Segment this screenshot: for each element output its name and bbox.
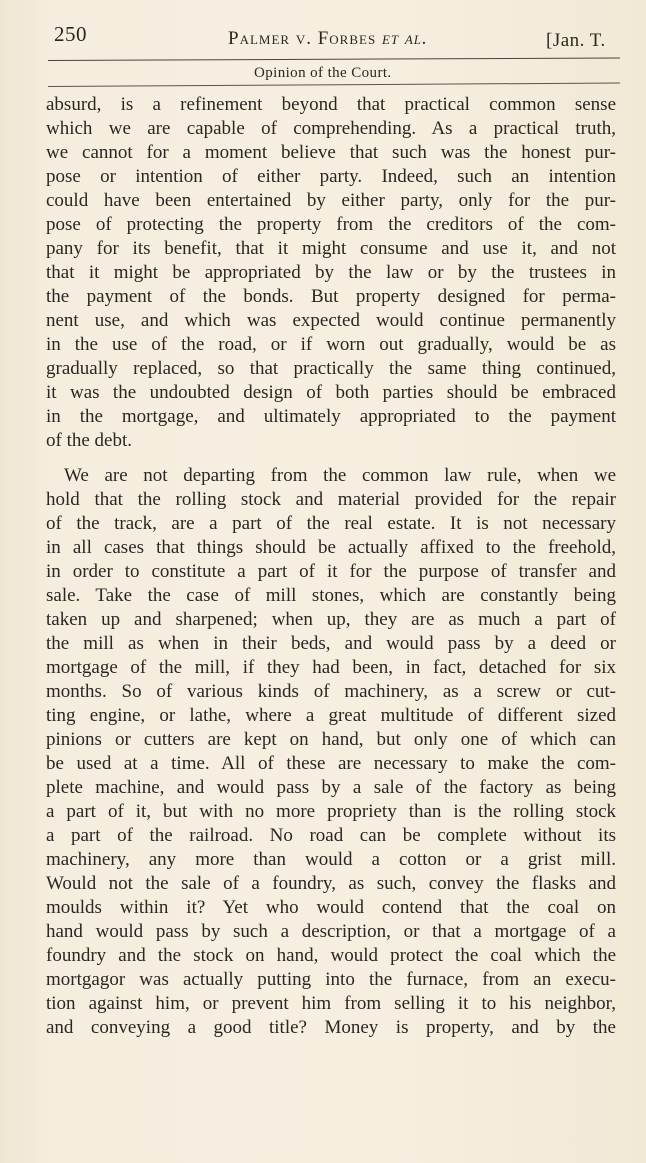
text-line: we cannot for a moment believe that such was the honest pur-: [46, 142, 616, 163]
text-line: in the mortgage, and ultimately appropriated to the payment: [46, 406, 616, 427]
text-line: and conveying a good title? Money is property, and by the: [46, 1017, 616, 1038]
text-line: of the debt.: [46, 430, 133, 451]
text-line: ting engine, or lathe, where a great multitude of different sized: [46, 705, 616, 726]
text-line: hand would pass by such a description, or that a mortgage of a: [46, 921, 616, 942]
text-line: sale. Take the case of mill stones, which are constantly being: [46, 585, 616, 606]
text-line: mortgage of the mill, if they had been, in fact, detached for six: [46, 657, 616, 678]
text-line: moulds within it? Yet who would contend that the coal on: [46, 897, 616, 918]
text-line: a part of it, but with no more propriety than is the rolling stock: [46, 801, 616, 822]
running-title-et-al: et al.: [381, 28, 428, 49]
page-header: [50, 22, 620, 52]
text-line: pany for its benefit, that it might consume and use it, and not: [46, 238, 616, 259]
text-line: of the track, are a part of the real estate. It is not necessary: [46, 513, 616, 534]
text-line: a part of the railroad. No road can be complete without its: [46, 825, 616, 846]
text-line: taken up and sharpened; when up, they are as much a part of: [46, 609, 616, 630]
text-line: hold that the rolling stock and material provided for the repair: [46, 489, 616, 510]
text-line: in all cases that things should be actually affixed to the freehold,: [46, 537, 616, 558]
text-line: the payment of the bonds. But property designed for perma-: [46, 286, 616, 307]
text-line: could have been entertained by either party, only for the pur-: [46, 190, 616, 211]
section-rule: [48, 83, 620, 87]
paragraph-1: [46, 93, 616, 453]
text-line: pose or intention of either party. Indeed, such an intention: [46, 166, 616, 187]
header-rule: [48, 58, 620, 61]
text-line: Would not the sale of a foundry, as such, convey the flasks and: [46, 873, 616, 894]
paragraph-gap: [46, 453, 616, 464]
text-line: machinery, any more than would a cotton or a grist mill.: [46, 849, 616, 870]
term-label: [Jan. T.: [546, 30, 606, 51]
text-line: months. So of various kinds of machinery, as a screw or cut-: [46, 681, 616, 702]
text-line: foundry and the stock on hand, would protect the coal which the: [46, 945, 616, 966]
text-line: tion against him, or prevent him from selling it to his neighbor,: [46, 993, 616, 1014]
text-line: pose of protecting the property from the creditors of the com-: [46, 214, 616, 235]
text-line: nent use, and which was expected would continue permanently: [46, 310, 616, 331]
paragraph-2: [46, 464, 616, 1040]
text-line: in the use of the road, or if worn out gradually, would be as: [46, 334, 616, 355]
text-line: mortgagor was actually putting into the furnace, from an execu-: [46, 969, 616, 990]
text-line: pinions or cutters are kept on hand, but only one of which can: [46, 729, 616, 750]
running-title: [228, 28, 428, 50]
text-line: it was the undoubted design of both parties should be embraced: [46, 382, 616, 403]
section-label: Opinion of the Court.: [254, 65, 392, 81]
text-line: absurd, is a refinement beyond that practical common sense: [46, 94, 616, 115]
text-line: gradually replaced, so that practically the same thing continued,: [46, 358, 616, 379]
page-number: 250: [54, 22, 87, 46]
text-line: the mill as when in their beds, and would pass by a deed or: [46, 633, 616, 654]
body-text: [46, 93, 616, 1040]
text-line: We are not departing from the common law rule, when we: [64, 465, 616, 486]
running-title-case-name: Palmer v. Forbes: [228, 28, 377, 49]
text-line: plete machine, and would pass by a sale of the factory as being: [46, 777, 616, 798]
text-line: be used at a time. All of these are necessary to make the com-: [46, 753, 616, 774]
text-line: that it might be appropriated by the law or by the trustees in: [46, 262, 616, 283]
text-line: in order to constitute a part of it for the purpose of transfer and: [46, 561, 616, 582]
text-line: which we are capable of comprehending. As a practical truth,: [46, 118, 616, 139]
